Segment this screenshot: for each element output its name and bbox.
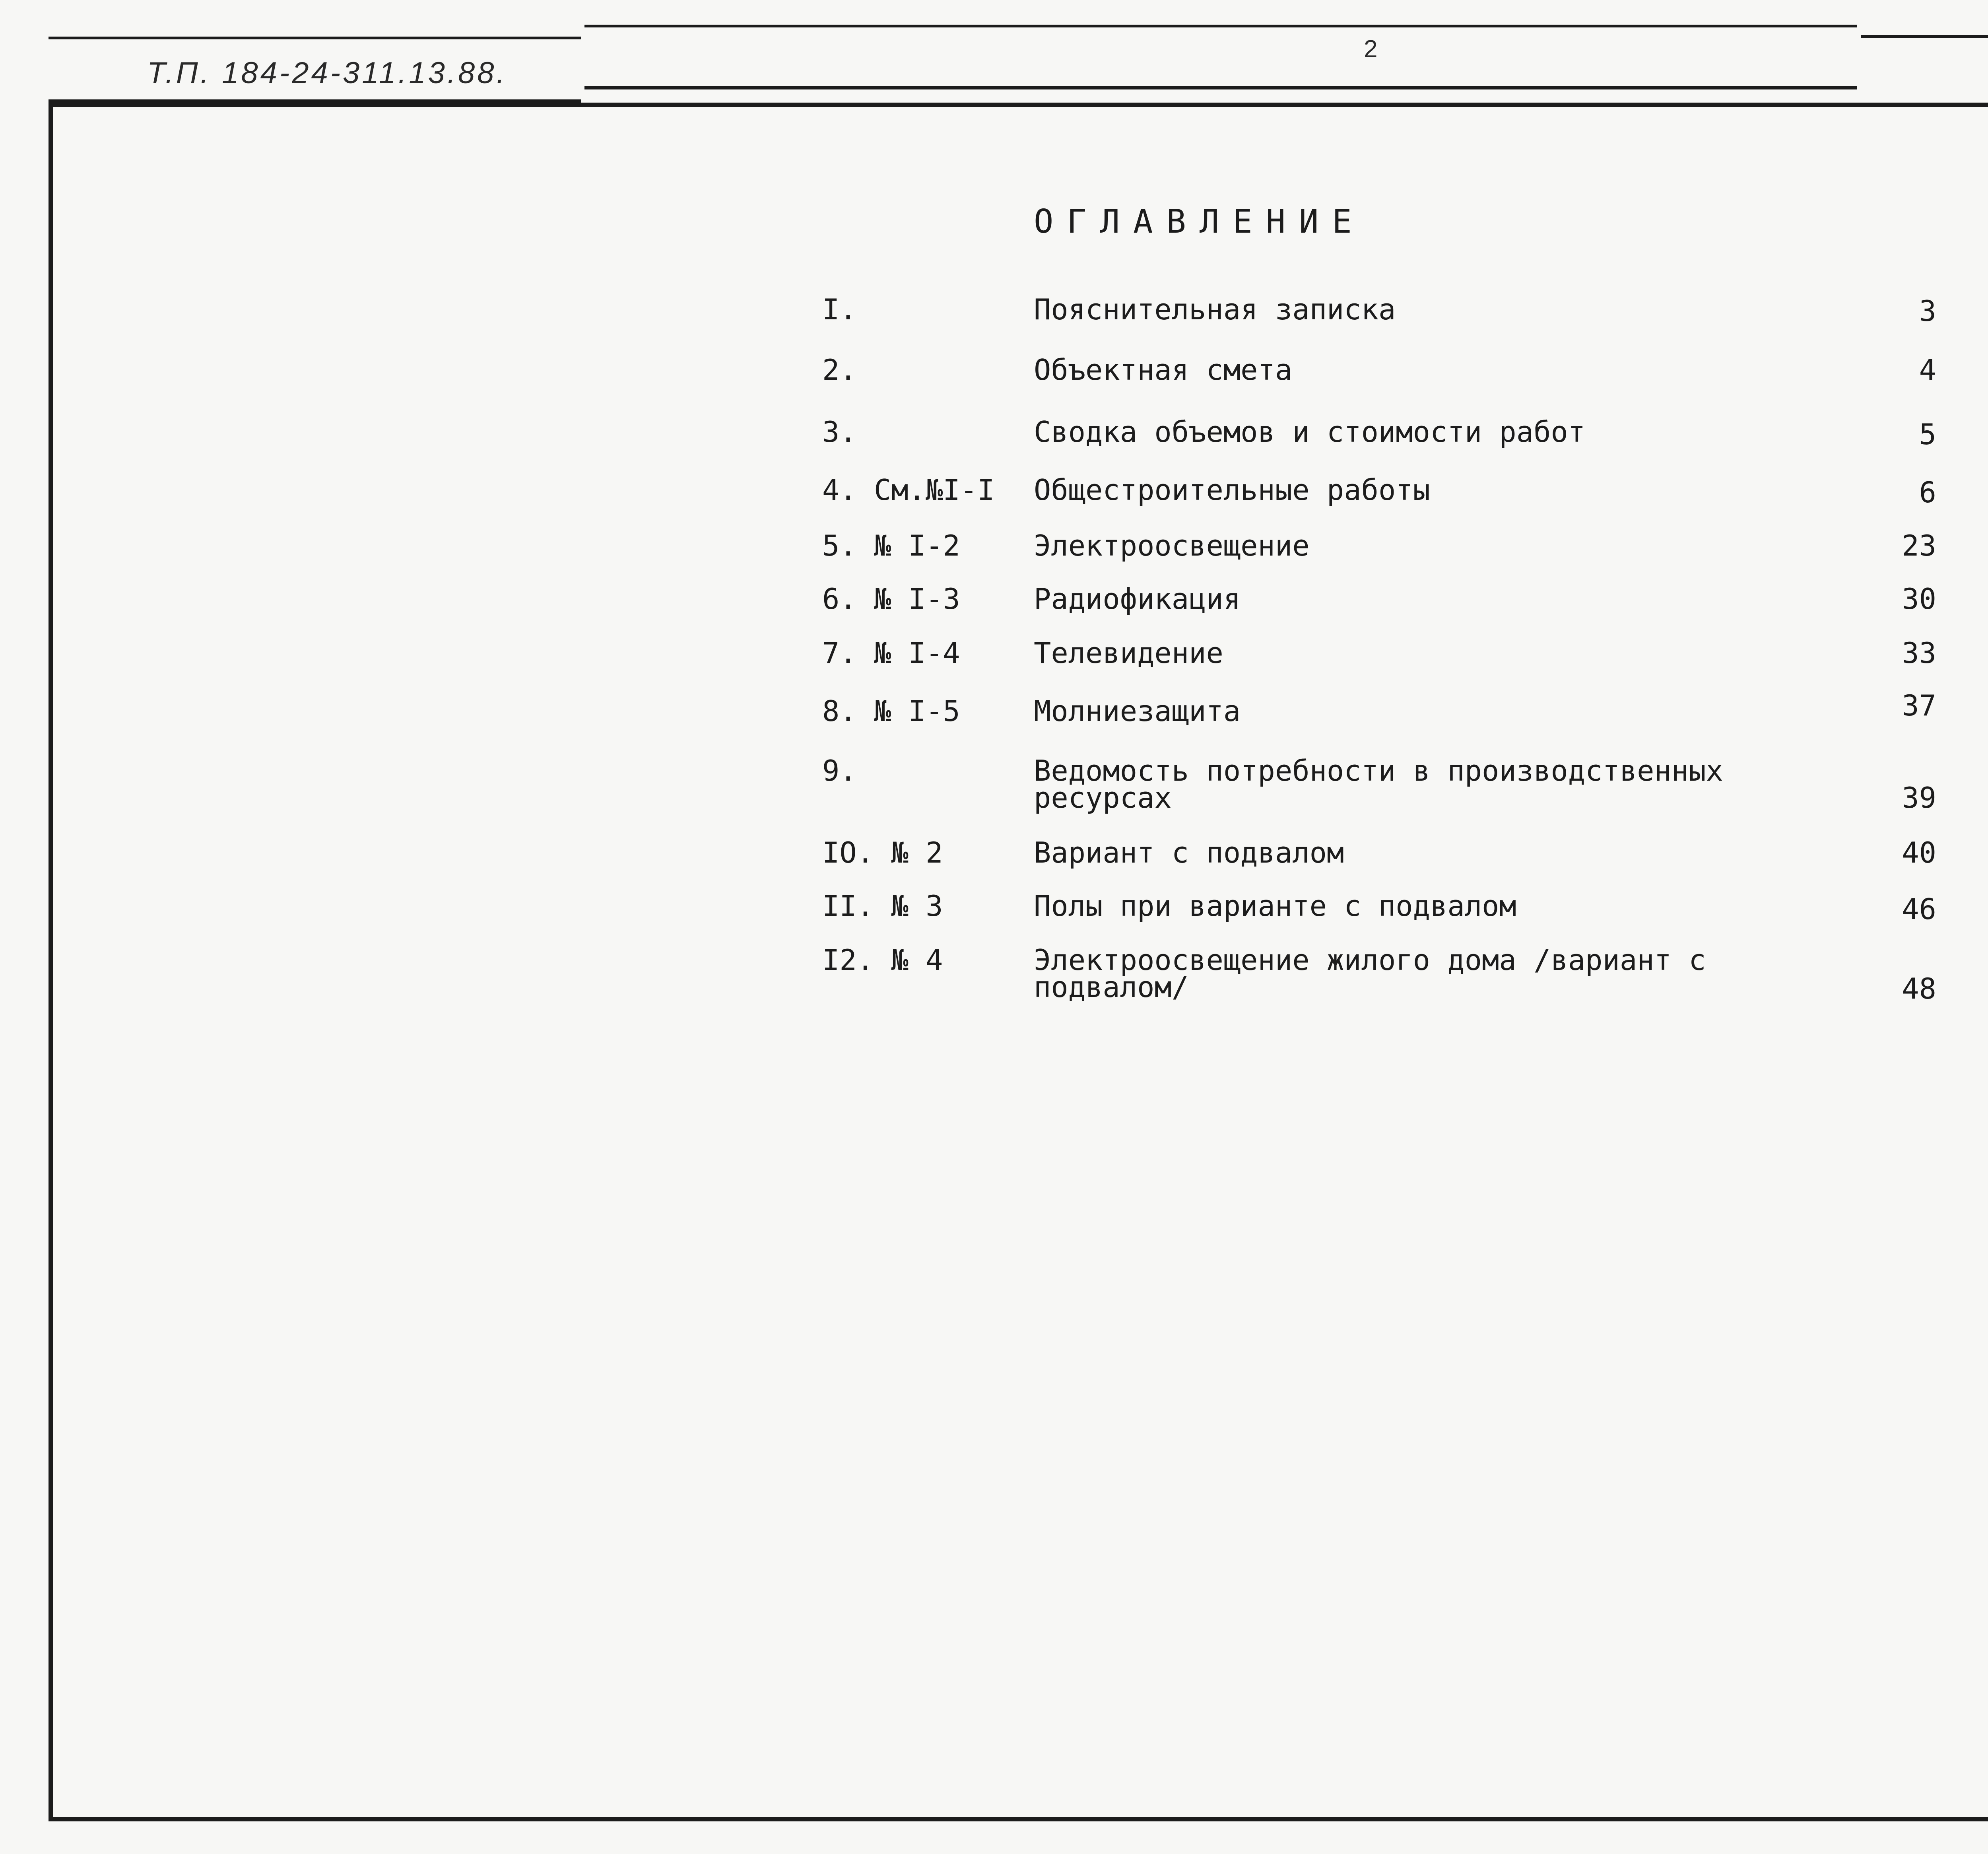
toc-number: 3. <box>822 415 857 449</box>
stamp-line-center-bottom <box>584 86 1857 89</box>
toc-number: I. <box>822 293 857 326</box>
toc-page: 37 <box>1902 689 1936 722</box>
page-title: ОГЛАВЛЕНИЕ <box>1034 203 1365 241</box>
toc-number: 4. См.№I-I <box>822 473 995 507</box>
toc-title: Пояснительная записка <box>1034 293 1396 326</box>
toc-title: Телевидение <box>1034 636 1223 670</box>
toc-number: 2. <box>822 353 857 387</box>
toc-page: 46 <box>1902 892 1936 926</box>
toc-page: 5 <box>1919 418 1936 451</box>
toc-page: 23 <box>1902 529 1936 562</box>
toc-number: IO. № 2 <box>822 836 943 869</box>
toc-title: Объектная смета <box>1034 353 1293 387</box>
toc-title: Сводка объемов и стоимости работ <box>1034 415 1586 449</box>
toc-title: Электроосвещение жилого дома /вариант с подвалом/ <box>1034 943 1706 1004</box>
toc-number: 7. № I-4 <box>822 636 960 670</box>
toc-page: 40 <box>1902 836 1936 869</box>
page-number: 2 <box>1364 35 1378 63</box>
toc-page: 33 <box>1902 636 1936 670</box>
toc-title: Вариант с подвалом <box>1034 836 1344 869</box>
toc-title: Общестроительные работы <box>1034 473 1430 507</box>
toc-page: 48 <box>1902 972 1936 1005</box>
toc-title: Радиофикация <box>1034 582 1241 616</box>
toc-number: 6. № I-3 <box>822 582 960 616</box>
toc-number: II. № 3 <box>822 889 943 923</box>
toc-page: 6 <box>1919 476 1936 509</box>
toc-number: 5. № I-2 <box>822 529 960 562</box>
toc-number: 8. № I-5 <box>822 694 960 728</box>
stamp-line-left-top <box>49 37 581 39</box>
toc-title: Молниезащита <box>1034 694 1241 728</box>
toc-title: Полы при варианте с подвалом <box>1034 889 1516 923</box>
stamp-line-right-top <box>1861 35 1988 38</box>
toc-number: I2. № 4 <box>822 943 943 977</box>
toc-title: Электроосвещение <box>1034 529 1310 562</box>
toc-page: 4 <box>1919 353 1936 387</box>
toc-page: 30 <box>1902 582 1936 616</box>
stamp-line-center-top <box>584 25 1857 27</box>
toc-page: 3 <box>1919 294 1936 328</box>
document-code: Т.П. 184-24-311.13.88. <box>147 56 507 90</box>
toc-title: Ведомость потребности в производственных ресурсах <box>1034 754 1723 814</box>
toc-page: 39 <box>1902 781 1936 814</box>
toc-number: 9. <box>822 754 857 787</box>
stamp-line-left-bottom <box>49 99 581 103</box>
